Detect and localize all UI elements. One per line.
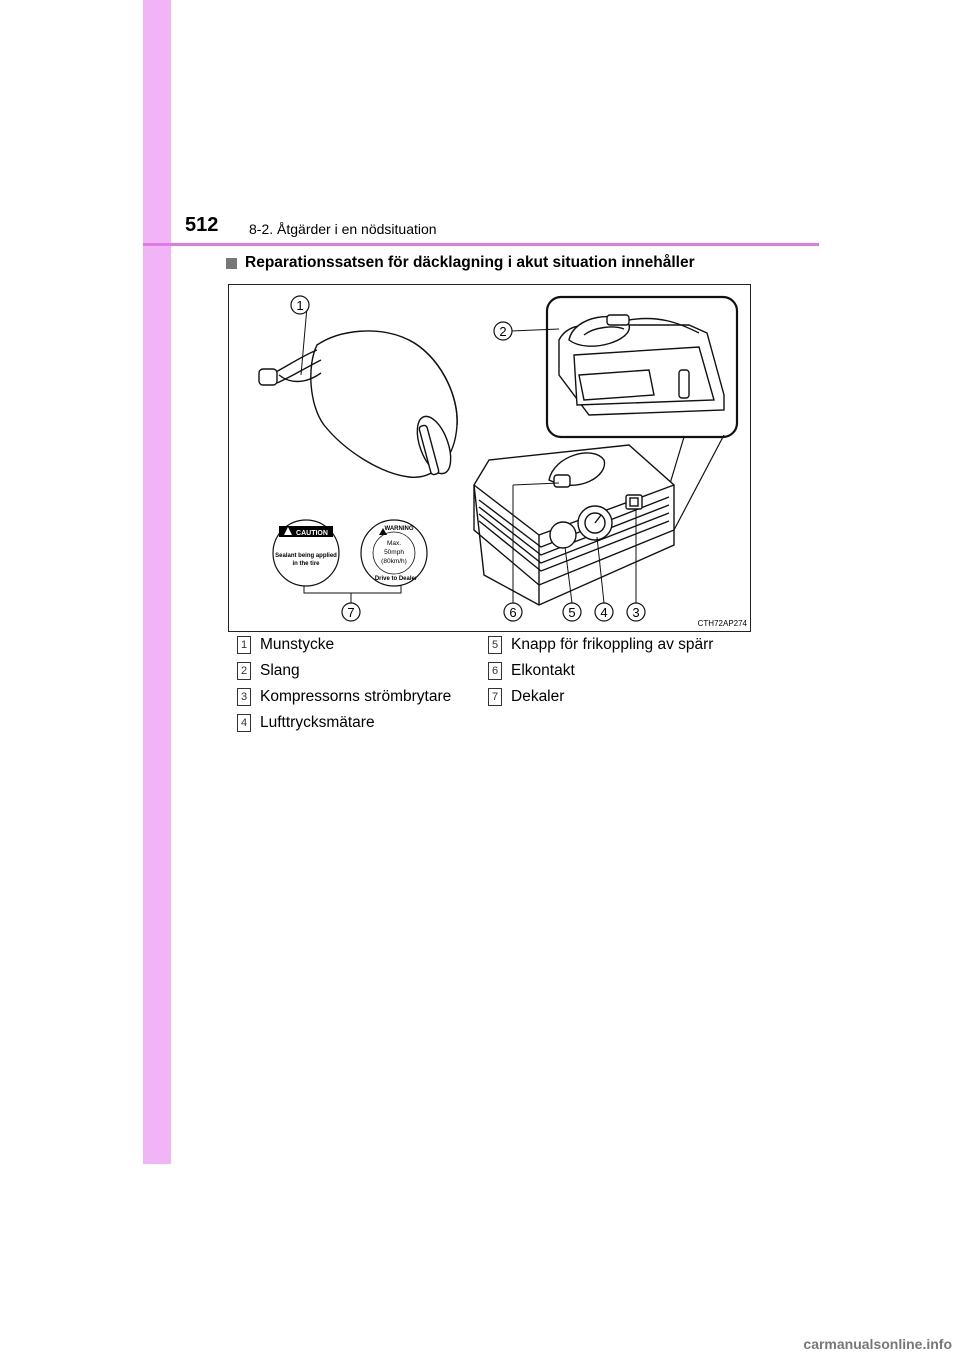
repair-kit-illustration [229, 285, 750, 631]
legend-item [237, 662, 300, 680]
legend-number: 2 [237, 662, 251, 680]
legend-number: 7 [488, 688, 502, 706]
legend-label: Knapp för frikoppling av spärr [511, 636, 714, 653]
legend-label: Kompressorns strömbrytare [260, 688, 452, 705]
page-side-tab [143, 0, 171, 1164]
callout-5: 5 [568, 605, 576, 620]
legend-label: Elkontakt [511, 662, 575, 679]
legend-label: Lufttrycksmätare [260, 714, 375, 731]
legend-number: 5 [488, 636, 502, 654]
figure-heading-text: Reparationssatsen för däcklagning i akut situation innehåller [245, 254, 695, 271]
callout-1: 1 [296, 298, 304, 313]
caution-line2: in the tire [292, 561, 320, 567]
sealant-bottle-drawing [259, 331, 457, 478]
callout-7: 7 [347, 605, 355, 620]
footer-watermark[interactable]: carmanualsonline.info [803, 1336, 952, 1352]
legend-item [488, 636, 713, 654]
caution-line1: Sealant being applied [275, 553, 337, 559]
callout-2: 2 [499, 324, 507, 339]
legend-item [237, 688, 451, 706]
warning-line2: 50mph [384, 549, 404, 556]
legend-number: 4 [237, 714, 251, 732]
legend-item [237, 714, 375, 732]
legend-number: 6 [488, 662, 502, 680]
caution-decal [273, 520, 339, 586]
legend-number: 1 [237, 636, 251, 654]
compressor-drawing [474, 445, 674, 605]
legend-label: Slang [260, 662, 300, 679]
legend-label: Munstycke [260, 636, 335, 653]
callout-3: 3 [632, 605, 640, 620]
callout-4: 4 [600, 605, 608, 620]
warning-line1: Max. [386, 540, 402, 547]
warning-line3: (80km/h) [381, 558, 407, 565]
warning-decal [361, 520, 427, 586]
caution-title: CAUTION [296, 530, 328, 537]
callout-6: 6 [509, 605, 517, 620]
repair-kit-figure [228, 284, 751, 632]
warning-title: WARNING [384, 526, 414, 532]
figure-heading [226, 254, 695, 272]
page-number: 512 [185, 214, 219, 236]
legend-item [488, 688, 564, 706]
legend-item [488, 662, 575, 680]
figure-code: CTH72AP274 [697, 619, 747, 628]
legend-label: Dekaler [511, 688, 565, 705]
section-title: 8-2. Åtgärder i en nödsituation [249, 221, 437, 237]
legend-item [237, 636, 334, 654]
warning-bottom: Drive to Dealer [374, 576, 418, 582]
legend-number: 3 [237, 688, 251, 706]
square-bullet-icon [226, 258, 237, 269]
header-rule [143, 243, 819, 246]
